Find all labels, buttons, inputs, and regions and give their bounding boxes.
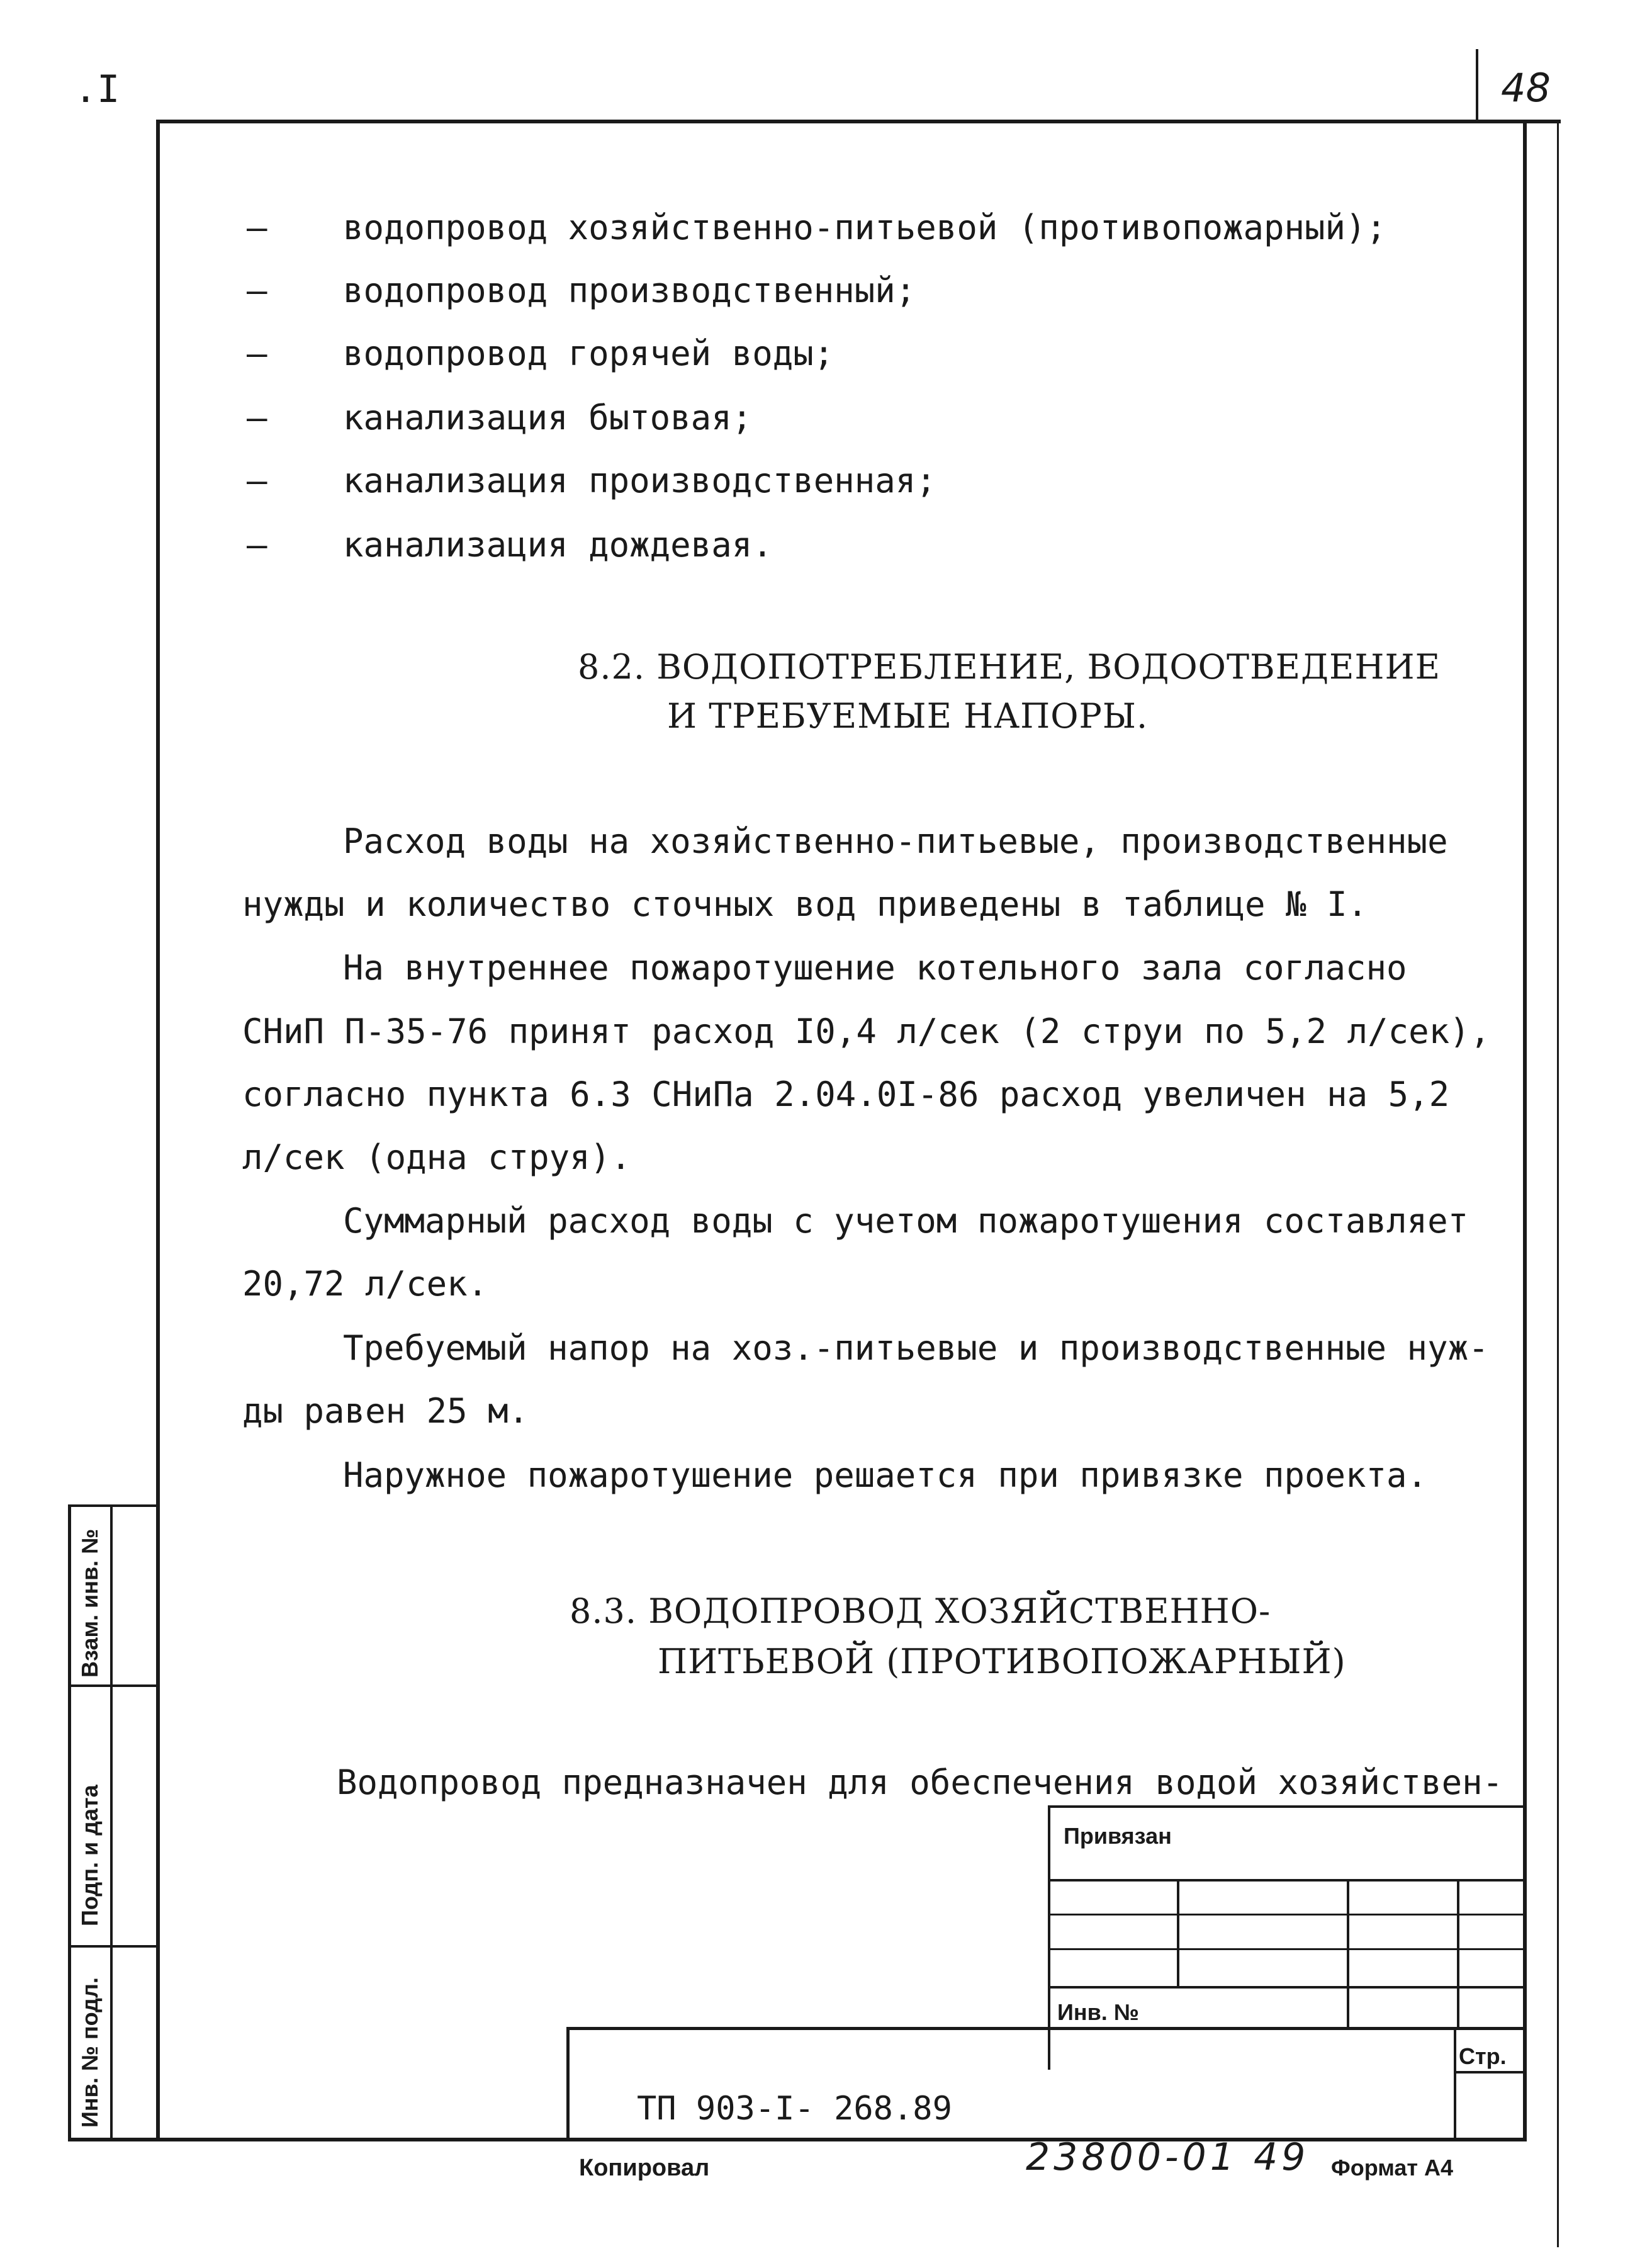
list-item: водопровод хозяйственно-питьевой (противопожарный); (343, 208, 1387, 247)
paragraph-line: л/сек (одна струя). (242, 1137, 631, 1177)
stamp-col2 (1347, 1879, 1349, 2027)
footer-handwritten-number: 23800-01 49 (1026, 2135, 1310, 2179)
paragraph-line: согласно пункта 6.3 СНиПа 2.04.0I-86 расход увеличен на 5,2 (242, 1075, 1450, 1114)
paragraph-line: нужды и количество сточных вод приведены в таблице № I. (242, 884, 1368, 924)
paragraph-line: 20,72 л/сек. (242, 1264, 488, 1304)
side-strip-div2 (68, 1945, 160, 1948)
frame-right (1523, 120, 1527, 2141)
stamp-row1 (1048, 1879, 1526, 1882)
frame-left (156, 120, 160, 2141)
stamp-privyazan: Привязан (1064, 1823, 1172, 1849)
section-8-2-title-line2: И ТРЕБУЕМЫЕ НАПОРЫ. (667, 696, 1149, 736)
paragraph-line: Суммарный расход воды с учетом пожаротушения составляет (343, 1201, 1469, 1241)
paragraph-line: Расход воды на хозяйственно-питьевые, производственные (343, 821, 1448, 861)
paragraph-line: Водопровод предназначен для обеспечения водой хозяйствен- (337, 1763, 1503, 1802)
side-strip-inner (110, 1504, 113, 2141)
stamp-inv-no: Инв. № (1057, 1999, 1139, 2025)
list-item: канализация производственная; (343, 461, 936, 500)
stamp-row2 (1048, 1914, 1526, 1915)
side-strip-top (68, 1504, 160, 1507)
bullet-mark: – (247, 334, 267, 373)
page-number-box-left (1476, 49, 1478, 120)
stamp-col3 (1457, 1879, 1459, 2027)
designation-top (566, 2027, 1526, 2030)
bullet-mark: – (247, 398, 267, 437)
side-label-inv-podl: Инв. № подл. (77, 1977, 103, 2128)
section-8-3-title-line1: 8.3. ВОДОПРОВОД ХОЗЯЙСТВЕННО- (570, 1591, 1271, 1631)
stamp-col1 (1177, 1879, 1179, 1986)
paragraph-line: Наружное пожаротушение решается при привязке проекта. (343, 1455, 1428, 1495)
paragraph-line: На внутреннее пожаротушение котельного зала согласно (343, 948, 1407, 988)
list-item: канализация бытовая; (343, 398, 753, 437)
page-number: 48 (1501, 65, 1551, 111)
side-strip-outer (68, 1504, 71, 2141)
stamp-row4 (1048, 1986, 1526, 1989)
paragraph-line: ды равен 25 м. (242, 1391, 529, 1431)
stamp-designation: ТП 903-I- 268.89 (637, 2090, 952, 2128)
section-8-3-title-line2: ПИТЬЕВОЙ (ПРОТИВОПОЖАРНЫЙ) (658, 1642, 1346, 1681)
footer-format: Формат А4 (1331, 2155, 1454, 2181)
stamp-page-label: Стр. (1459, 2043, 1507, 2069)
paragraph-line: Требуемый напор на хоз.-питьевые и производственные нуж- (343, 1328, 1489, 1368)
frame-right-outer (1557, 120, 1559, 2247)
list-item: водопровод горячей воды; (343, 334, 834, 373)
list-item: водопровод производственный; (343, 271, 916, 310)
designation-left (566, 2027, 570, 2141)
bullet-mark: – (247, 461, 267, 500)
stamp-top (1048, 1805, 1526, 1808)
list-item: канализация дождевая. (343, 525, 773, 565)
bullet-mark: – (247, 208, 267, 247)
side-strip-div1 (68, 1684, 160, 1687)
bullet-mark: – (247, 271, 267, 310)
paragraph-line: СНиП П-35-76 принят расход I0,4 л/сек (2 струи по 5,2 л/сек), (242, 1012, 1491, 1051)
corner-mark: .I (74, 67, 120, 111)
section-8-2-title-line1: 8.2. ВОДОПОТРЕБЛЕНИЕ, ВОДООТВЕДЕНИЕ (578, 647, 1441, 687)
stamp-left (1048, 1805, 1050, 2070)
footer-kopiroval: Копировал (579, 2155, 710, 2181)
stamp-row3 (1048, 1948, 1526, 1950)
designation-right-col (1454, 2027, 1456, 2141)
frame-top (156, 120, 1561, 123)
side-label-podp-data: Подп. и дата (77, 1785, 103, 1926)
side-label-vzam-inv: Взам. инв. № (77, 1528, 103, 1678)
bullet-mark: – (247, 525, 267, 565)
